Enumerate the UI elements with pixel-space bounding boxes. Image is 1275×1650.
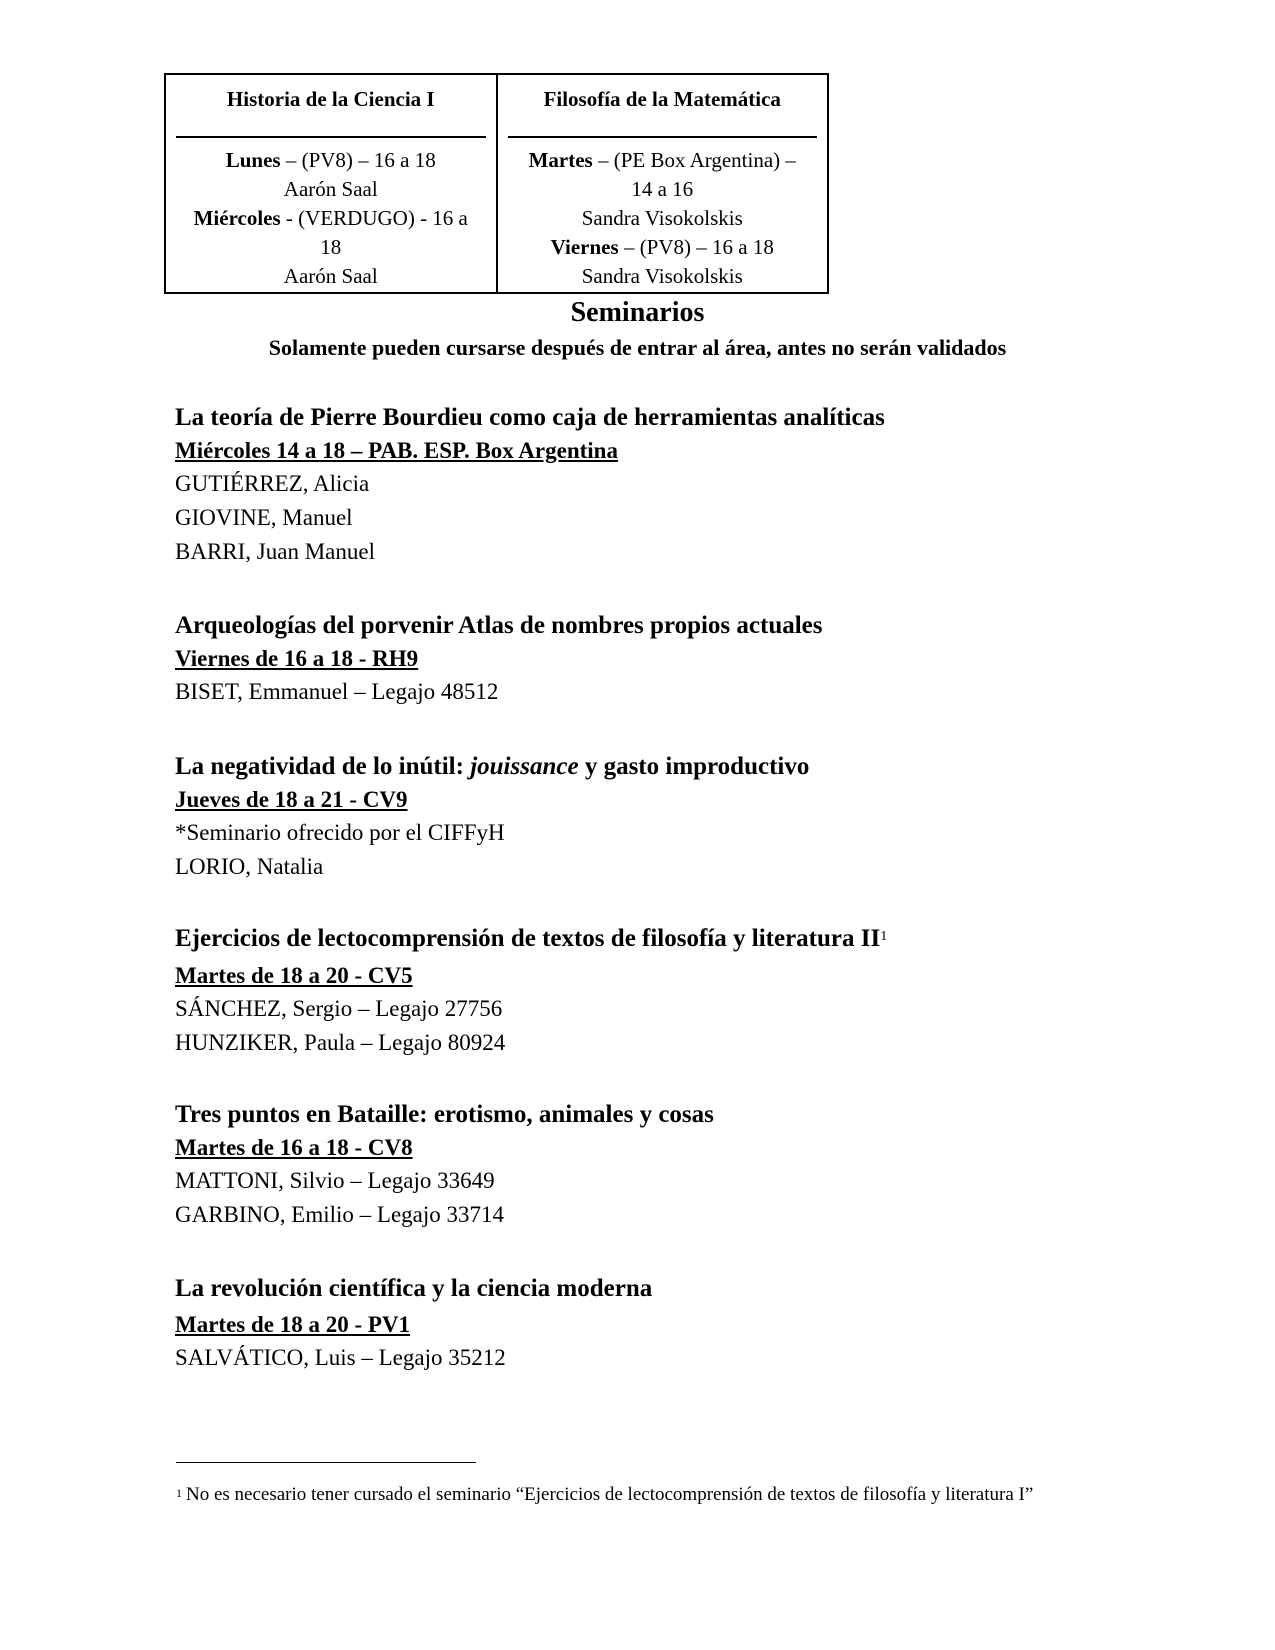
schedule-line: [176, 204, 486, 233]
footnote-mark: 1: [176, 1486, 182, 1500]
seminar-title-text: Ejercicios de lectocomprensión de textos de filosofía y literatura II: [175, 925, 881, 952]
seminar-item: [175, 401, 885, 569]
professor-line: GIOVINE, Manuel: [175, 505, 353, 530]
schedule-day: Miércoles: [193, 206, 281, 230]
schedule-line: [176, 146, 486, 175]
seminar-schedule: Miércoles 14 a 18 – PAB. ESP. Box Argentina: [175, 438, 618, 463]
seminar-title: Tres puntos en Bataille: erotismo, animales y cosas: [175, 1101, 714, 1128]
schedule-detail: – (PV8) – 16 a 18: [618, 235, 774, 259]
seminar-item: [175, 750, 809, 884]
footnote-reference: 1: [880, 929, 888, 944]
seminar-title: Arqueologías del porvenir Atlas de nombres propios actuales: [175, 612, 823, 639]
schedule-line: [508, 146, 818, 175]
seminar-item: [175, 1272, 652, 1375]
professor-line: SÁNCHEZ, Sergio – Legajo 27756: [175, 996, 503, 1021]
schedule-day: Viernes: [550, 235, 619, 259]
professor-line: BISET, Emmanuel – Legajo 48512: [175, 679, 499, 704]
seminar-title-text: y gasto improductivo: [578, 753, 810, 780]
footnote: [176, 1478, 1106, 1511]
schedule-line: [508, 233, 818, 262]
schedule-detail: 14 a 16: [631, 177, 694, 201]
divider: [176, 136, 486, 138]
course-column-historia: [166, 75, 496, 292]
seminar-schedule: Viernes de 16 a 18 - RH9: [175, 646, 419, 671]
professor-name: Sandra Visokolskis: [581, 206, 743, 230]
seminar-title: La revolución científica y la ciencia moderna: [175, 1275, 653, 1302]
schedule-day: Martes: [528, 148, 593, 172]
schedule-detail: 18: [320, 235, 342, 259]
seminar-title-italic: jouissance: [470, 753, 579, 780]
schedule-detail: – (PE Box Argentina) –: [592, 148, 796, 172]
course-title: Filosofía de la Matemática: [543, 87, 781, 111]
seminar-item: [175, 609, 823, 709]
professor-line: LORIO, Natalia: [175, 854, 324, 879]
professor-line: BARRI, Juan Manuel: [175, 539, 375, 564]
footnote-separator: [176, 1462, 476, 1463]
schedule-detail: – (PV8) – 16 a 18: [280, 148, 436, 172]
course-column-filosofia: [496, 75, 828, 292]
divider: [508, 136, 818, 138]
seminar-schedule: Martes de 18 a 20 - PV1: [175, 1312, 411, 1337]
seminar-schedule: Martes de 18 a 20 - CV5: [175, 963, 413, 988]
seminar-item: [175, 1098, 714, 1232]
professor-name: Aarón Saal: [283, 177, 378, 201]
footnote-text: No es necesario tener cursado el seminario “Ejercicios de lectocomprensión de textos de filosofía y literatura I”: [186, 1484, 1034, 1505]
seminar-title-text: La negatividad de lo inútil:: [175, 753, 471, 780]
seminar-schedule: Jueves de 18 a 21 - CV9: [175, 787, 408, 812]
professor-name: Sandra Visokolskis: [581, 264, 743, 288]
seminar-item: [175, 922, 887, 1060]
course-title: Historia de la Ciencia I: [226, 87, 435, 111]
course-table: [164, 73, 829, 294]
professor-line: GARBINO, Emilio – Legajo 33714: [175, 1202, 504, 1227]
schedule-detail: - (VERDUGO) - 16 a: [280, 206, 468, 230]
seminar-title: [175, 922, 887, 956]
professor-name: Aarón Saal: [283, 264, 378, 288]
schedule-day: Lunes: [225, 148, 281, 172]
seminar-note: *Seminario ofrecido por el CIFFyH: [175, 820, 505, 845]
seminar-title: [175, 750, 809, 784]
professor-line: HUNZIKER, Paula – Legajo 80924: [175, 1030, 506, 1055]
seminar-schedule: Martes de 16 a 18 - CV8: [175, 1135, 413, 1160]
section-heading: Seminarios: [570, 297, 705, 328]
professor-line: SALVÁTICO, Luis – Legajo 35212: [175, 1345, 506, 1370]
professor-line: GUTIÉRREZ, Alicia: [175, 471, 370, 496]
section-note: Solamente pueden cursarse después de entrar al área, antes no serán validados: [268, 335, 1007, 360]
seminar-title: La teoría de Pierre Bourdieu como caja de herramientas analíticas: [175, 404, 885, 431]
professor-line: MATTONI, Silvio – Legajo 33649: [175, 1168, 495, 1193]
